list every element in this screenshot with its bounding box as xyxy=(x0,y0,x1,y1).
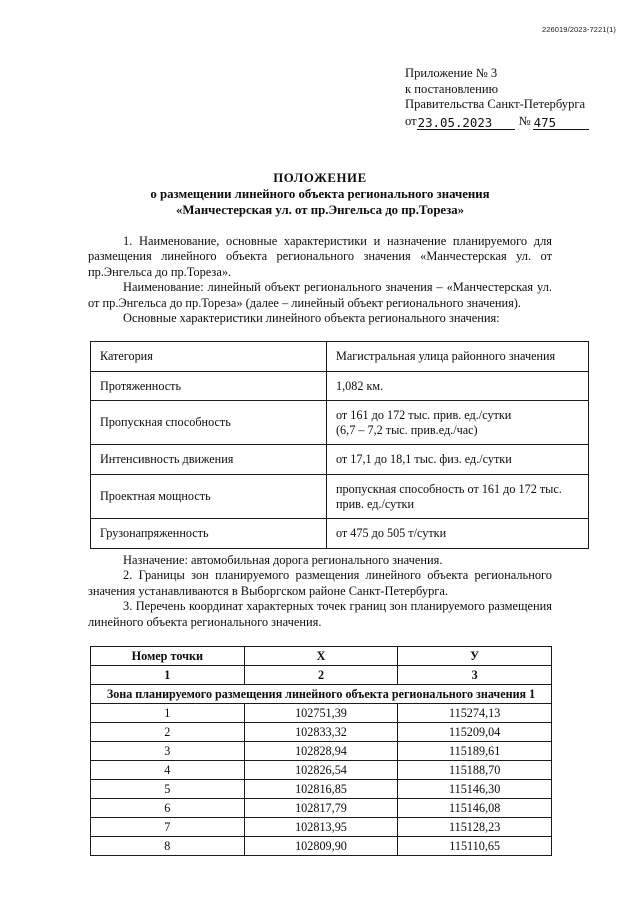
point-number-cell: 4 xyxy=(91,761,245,780)
point-number-cell: 2 xyxy=(91,723,245,742)
x-coordinate-cell: 102833,32 xyxy=(244,723,398,742)
point-number-cell: 8 xyxy=(91,837,245,856)
y-coordinate-header: У xyxy=(398,647,552,666)
x-coordinate-cell: 102751,39 xyxy=(244,704,398,723)
coordinates-table xyxy=(90,646,552,856)
approval-to-resolution: к постановлению xyxy=(405,81,499,96)
x-coordinate-cell: 102816,85 xyxy=(244,780,398,799)
characteristic-value: от 17,1 до 18,1 тыс. физ. ед./сутки xyxy=(327,445,589,475)
appendix-number: Приложение № 3 xyxy=(405,66,498,80)
characteristic-value: 1,082 км. xyxy=(327,371,589,401)
y-coordinate-cell: 115209,04 xyxy=(398,723,552,742)
y-coordinate-cell: 115189,61 xyxy=(398,742,552,761)
x-coordinate-cell: 102809,90 xyxy=(244,837,398,856)
coordinates-table-body xyxy=(91,647,552,856)
table-row xyxy=(91,780,552,799)
title-line-2: о размещении линейного объекта регионального значения xyxy=(150,187,490,201)
characteristics-table-body xyxy=(91,342,589,549)
characteristic-name: Пропускная способность xyxy=(91,401,327,445)
column-index-cell: 3 xyxy=(398,666,552,685)
intro-paragraphs xyxy=(88,234,552,326)
x-coordinate-cell: 102817,79 xyxy=(244,799,398,818)
y-coordinate-cell: 115188,70 xyxy=(398,761,552,780)
point-number-cell: 3 xyxy=(91,742,245,761)
x-coordinate-cell: 102826,54 xyxy=(244,761,398,780)
point-number-header: Номер точки xyxy=(91,647,245,666)
table-row xyxy=(91,371,589,401)
coordinates-table-wrap xyxy=(90,646,552,856)
x-coordinate-cell: 102828,94 xyxy=(244,742,398,761)
y-coordinate-cell: 115110,65 xyxy=(398,837,552,856)
paragraph-2: Наименование: линейный объект регионального значения – «Манчестерская ул. от пр.Энгельса до пр.Тореза» (далее – линейный объект регионального значения). xyxy=(88,280,552,310)
y-coordinate-cell: 115146,08 xyxy=(398,799,552,818)
approval-date-row xyxy=(405,114,605,131)
paragraph-1: 1. Наименование, основные характеристики и назначение планируемого для размещения линейного объекта регионального значения «Манчестерская ул. от пр.Энгельса до пр.Тореза». xyxy=(88,234,552,279)
characteristic-value: от 475 до 505 т/сутки xyxy=(327,519,589,549)
approval-block xyxy=(405,66,605,130)
table-row xyxy=(91,799,552,818)
column-index-row xyxy=(91,666,552,685)
characteristic-value: Магистральная улица районного значения xyxy=(327,342,589,372)
page-title xyxy=(0,170,640,218)
paragraph-3: Основные характеристики линейного объекта регионального значения: xyxy=(123,311,500,326)
characteristic-name: Проектная мощность xyxy=(91,474,327,518)
y-coordinate-cell: 115146,30 xyxy=(398,780,552,799)
table-row xyxy=(91,474,589,518)
middle-paragraphs xyxy=(88,553,552,630)
characteristics-table-wrap xyxy=(90,341,562,549)
table-row xyxy=(91,723,552,742)
from-label: от xyxy=(405,113,417,128)
table-row xyxy=(91,704,552,723)
table-row xyxy=(91,519,589,549)
paragraph-5: 2. Границы зон планируемого размещения линейного объекта регионального значения устанавливаются в Выборгском районе Санкт-Петербурга. xyxy=(88,568,552,598)
x-coordinate-cell: 102813,95 xyxy=(244,818,398,837)
point-number-cell: 6 xyxy=(91,799,245,818)
characteristics-table xyxy=(90,341,589,549)
zone-section-row xyxy=(91,685,552,704)
registry-stamp: 226019/2023-7221(1) xyxy=(541,25,616,34)
title-line-3: «Манчестерская ул. от пр.Энгельса до пр.Тореза» xyxy=(175,203,465,217)
table-row xyxy=(91,445,589,475)
approval-date-value: 23.05.2023 xyxy=(417,116,515,130)
point-number-cell: 1 xyxy=(91,704,245,723)
table-row xyxy=(91,401,589,445)
paragraph-6: 3. Перечень координат характерных точек границ зон планируемого размещения линейного объекта регионального значения. xyxy=(88,599,552,629)
table-row xyxy=(91,342,589,372)
y-coordinate-cell: 115128,23 xyxy=(398,818,552,837)
zone-section-title: Зона планируемого размещения линейного объекта регионального значения 1 xyxy=(91,685,552,704)
point-number-cell: 5 xyxy=(91,780,245,799)
x-coordinate-header: X xyxy=(244,647,398,666)
table-row xyxy=(91,837,552,856)
number-sign: № xyxy=(518,113,531,128)
column-index-cell: 2 xyxy=(244,666,398,685)
table-row xyxy=(91,761,552,780)
characteristic-name: Грузонапряженность xyxy=(91,519,327,549)
characteristic-value: от 161 до 172 тыс. прив. ед./сутки (6,7 – 7,2 тыс. прив.ед./час) xyxy=(327,401,589,445)
characteristic-name: Протяженность xyxy=(91,371,327,401)
approval-government: Правительства Санкт-Петербурга xyxy=(405,97,586,111)
y-coordinate-cell: 115274,13 xyxy=(398,704,552,723)
table-header-row xyxy=(91,647,552,666)
paragraph-4: Назначение: автомобильная дорога регионального значения. xyxy=(123,553,443,567)
characteristic-name: Интенсивность движения xyxy=(91,445,327,475)
table-row xyxy=(91,818,552,837)
column-index-cell: 1 xyxy=(91,666,245,685)
characteristic-name: Категория xyxy=(91,342,327,372)
point-number-cell: 7 xyxy=(91,818,245,837)
title-line-1: ПОЛОЖЕНИЕ xyxy=(273,171,367,185)
table-row xyxy=(91,742,552,761)
characteristic-value: пропускная способность от 161 до 172 тыс. прив. ед./сутки xyxy=(327,474,589,518)
approval-number-value: 475 xyxy=(533,116,589,130)
